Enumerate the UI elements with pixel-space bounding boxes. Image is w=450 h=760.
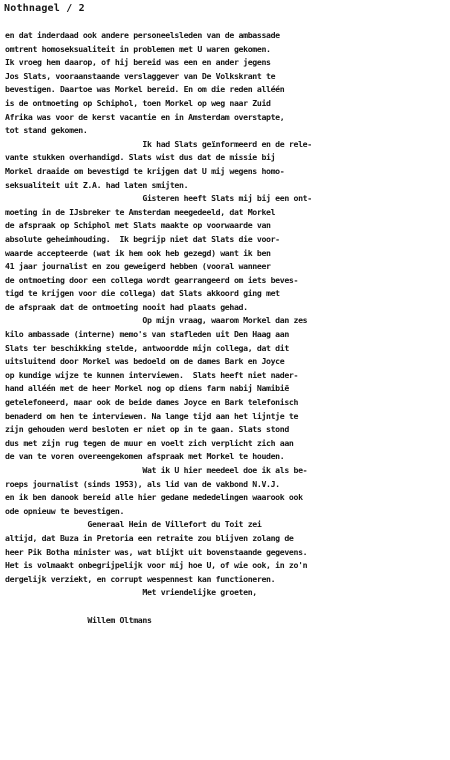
text-line: altijd, dat Buza in Pretoria een retraite zou blijven zolang de (5, 532, 294, 543)
text-line: en dat inderdaad ook andere personeelsleden van de ambassade (5, 30, 280, 40)
text-line: dus met zijn rug tegen de muur en voelt zich verplicht zich aan (5, 437, 294, 448)
text-line: getelefoneerd, maar ook de beide dames Joyce en Bark telefonisch (5, 397, 299, 408)
text-line: dergelijk verziekt, en corrupt wespennest kan functioneren. (5, 573, 276, 584)
text-line: Met vriendelijke groeten, (5, 587, 257, 598)
text-line: Afrika was voor de kerst vacantie en in Amsterdam overstapte, (5, 111, 285, 122)
text-line: de van te voren overeengekomen afspraak met Morkel te houden. (5, 451, 285, 462)
text-line: vante stukken overhandigd. Slats wist dus dat de missie bij (5, 152, 276, 163)
text-line: tigd te krijgen voor die collega) dat Slats akkoord ging met (5, 288, 280, 299)
text-line: bevestigen. Daartoe was Morkel bereid. En om die reden alléén (5, 84, 285, 95)
text-line: omtrent homoseksualiteit in problemen met U waren gekomen. (5, 43, 271, 54)
text-line: Wat ik U hier meedeel doe ik als be- (5, 465, 308, 475)
page-header: Nothnagel / 2 (4, 3, 85, 14)
text-line: 41 jaar journalist en zou geweigerd hebben (vooral wanneer (5, 261, 271, 272)
text-line: en ik ben danook bereid alle hier gedane mededelingen waarook ook (5, 492, 303, 503)
text-line: Willem Oltmans (5, 614, 152, 625)
text-line: Het is volmaakt onbegrijpelijk voor mij hoe U, of wie ook, in zo'n (5, 560, 308, 571)
text-line: benaderd om hen te interviewen. Na lange tijd aan het lijntje te (5, 410, 299, 421)
text-line: Gisteren heeft Slats mij bij een ont- (5, 193, 312, 204)
text-line: Morkel draaide om bevestigd te krijgen dat U mij wegens homo- (5, 165, 285, 176)
text-line: Op mijn vraag, waarom Morkel dan zes (5, 315, 308, 326)
text-line: roeps journalist (sinds 1953), als lid van de vakbond N.V.J. (5, 478, 280, 489)
text-line: heer Pik Botha minister was, wat blijkt uit bovenstaande gegevens. (5, 546, 308, 557)
text-line: moeting in de IJsbreker te Amsterdam meegedeeld, dat Morkel (5, 206, 276, 217)
text-line (5, 600, 447, 614)
text-line: tot stand gekomen. (5, 125, 88, 136)
text-line: de afspraak op Schiphol met Slats maakte op voorwaarde van (5, 220, 271, 231)
text-line: absolute geheimhouding. Ik begrijp niet dat Slats die voor- (5, 233, 280, 244)
text-line: Ik vroeg hem daarop, of hij bereid was een en ander jegens (5, 57, 271, 68)
text-line: hand alléén met de heer Morkel nog op diens farm nabij Namibië (5, 383, 289, 394)
text-line: Jos Slats, vooraanstaande verslaggever van De Volkskrant te (5, 70, 276, 81)
text-line: seksualiteit uit Z.A. had laten smijten. (5, 179, 189, 190)
text-line: Generaal Hein de Villefort du Toit zei (5, 519, 262, 530)
text-line: is de ontmoeting op Schiphol, toen Morkel op weg naar Zuid (5, 97, 271, 108)
letter-body (5, 29, 447, 627)
text-line: de afspraak dat de ontmoeting nooit had plaats gehad. (5, 301, 248, 312)
text-line: uitsluitend door Morkel was bedoeld om de dames Bark en Joyce (5, 356, 285, 367)
text-line: kilo ambassade (interne) memo's van stafleden uit Den Haag aan (5, 329, 289, 340)
text-line: Ik had Slats geïnformeerd en de rele- (5, 138, 312, 149)
text-line: ode opnieuw te bevestigen. (5, 505, 125, 516)
text-line: zijn gehouden werd besloten er niet op in te gaan. Slats stond (5, 424, 289, 435)
text-line: Slats ter beschikking stelde, antwoordde mijn collega, dat dit (5, 342, 289, 353)
text-line: op kundige wijze te kunnen interviewen. Slats heeft niet nader- (5, 369, 299, 380)
text-line: waarde accepteerde (wat ik hem ook heb gezegd) want ik ben (5, 247, 271, 258)
text-line: de ontmoeting door een collega wordt gearrangeerd om iets beves- (5, 274, 299, 285)
